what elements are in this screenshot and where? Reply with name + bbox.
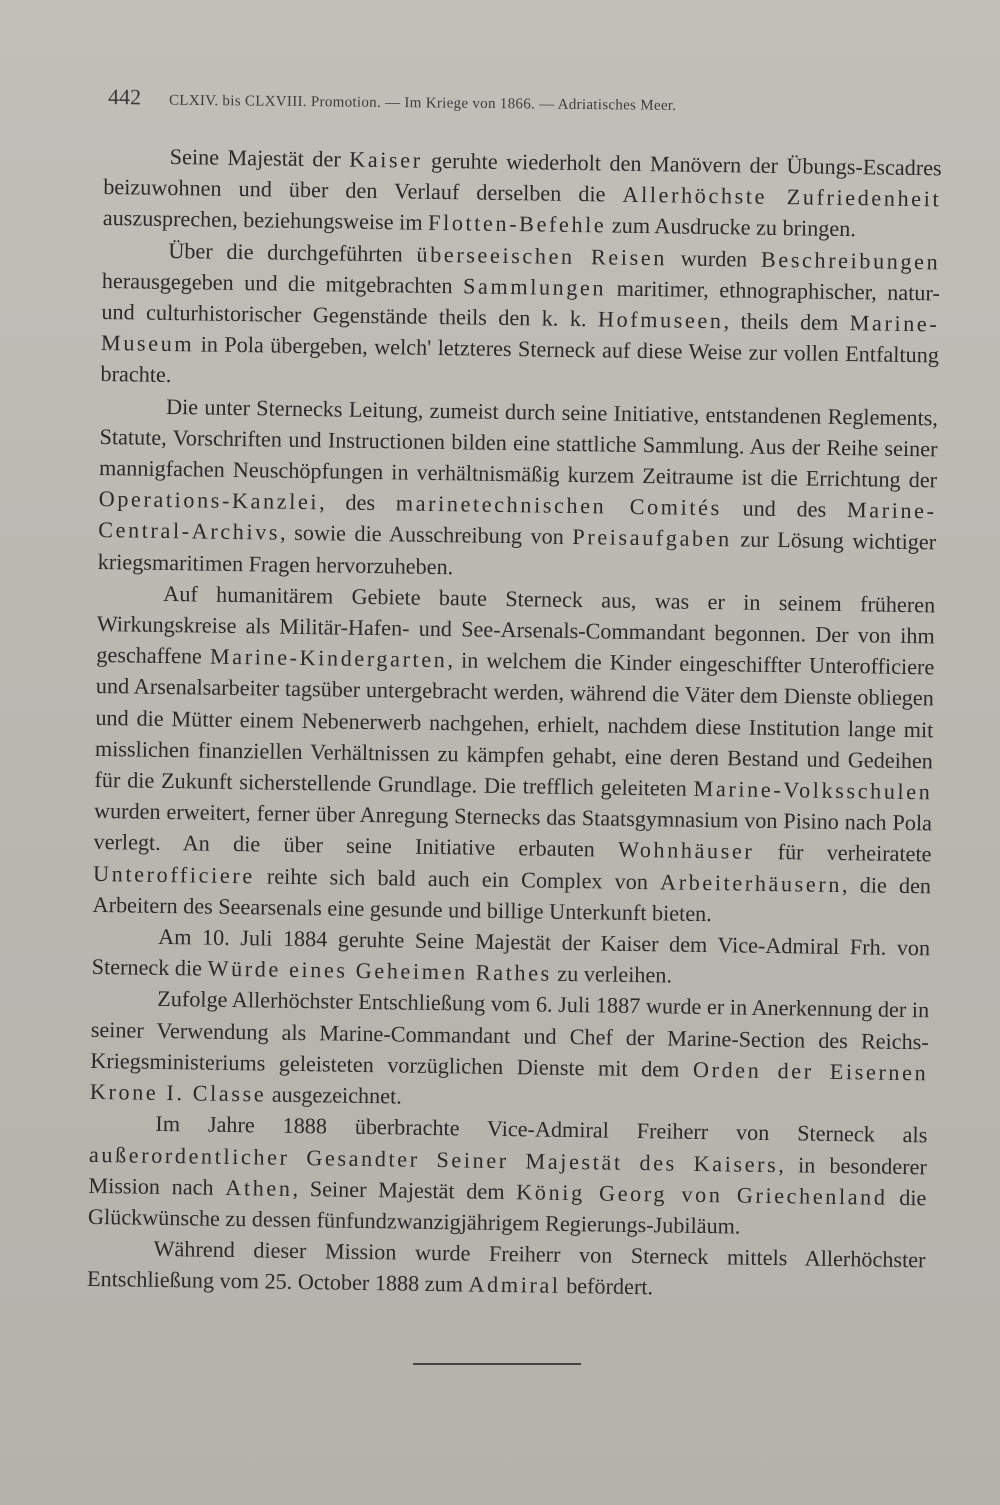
paragraph-text: reihte sich bald auch ein Complex von: [254, 862, 661, 895]
emphasized-text: Preisaufgaben: [572, 524, 733, 552]
paragraph-text: , in besonderer Mission nach: [88, 1151, 928, 1200]
emphasized-text: überseeischen Reisen: [416, 241, 668, 270]
paragraph-text: , Seiner Majestät dem: [292, 1175, 517, 1204]
paragraph-text: zur Lösung wichtiger kriegsmaritimen Fragen hervorzuheben.: [97, 526, 937, 579]
emphasized-text: Arbeiterhäusern: [659, 869, 843, 897]
emphasized-text: Allerhöchste Zufriedenheit: [622, 181, 942, 212]
paragraph-text: auszusprechen, beziehungsweise im: [102, 205, 429, 236]
running-head: CLXIV. bis CLXVIII. Promotion. — Im Kriege von 1866. — Adriatisches Meer.: [168, 92, 677, 114]
paragraph: [87, 1232, 926, 1307]
paragraph-text: , die den Arbeitern des Seearsenals eine gesunde und billige Unterkunft bieten.: [92, 871, 932, 926]
emphasized-text: König Georg von Griechenland: [516, 1178, 888, 1210]
paragraph-text: , sowie die Ausschreibung von: [279, 520, 573, 550]
paragraph-text: Über die durchgeführten: [168, 237, 417, 267]
emphasized-text: Wohnhäuser: [617, 837, 755, 865]
emphasized-text: Kaiser: [348, 146, 423, 173]
page-number: 442: [107, 84, 142, 110]
paragraph-text: wurden: [666, 244, 762, 272]
emphasized-text: Athen: [225, 1174, 293, 1201]
paragraph-text: maritimer, ethnographischer, natur- und culturhistorischer Gegenstände theils den k. k.: [101, 275, 941, 332]
emphasized-text: außerordentlicher Gesandter Seiner Majestät des Kaisers: [88, 1141, 779, 1177]
paragraph-text: Seine Majestät der: [169, 143, 350, 172]
paragraph-text: Während dieser Mission wurde Freiherr von Sterneck mittels Allerhöchster Entschließung vom 25. October 1888 zum: [86, 1235, 926, 1297]
paragraph-text: Auf humanitärem Gebiete baute Sterneck aus, was er in seinem früheren Wirkungskreise als Militär-Hafen- und See-Arsenals-Commandant begonnen. Der von ihm geschaffene: [96, 580, 936, 669]
paragraph-text: ausgezeichnet.: [266, 1081, 402, 1109]
paragraph-text: in Pola übergeben, welch' letzteres Sterneck auf diese Weise zur vollen Entfaltung brachte.: [100, 331, 940, 388]
paragraph: [90, 982, 930, 1119]
emphasized-text: Operations-Kanzlei: [98, 486, 320, 515]
emphasized-text: Orden der Eisernen Krone I. Classe: [89, 1056, 929, 1107]
paragraph-text: befördert.: [560, 1273, 654, 1300]
paragraph-text: Am 10. Juli 1884 geruhte Seine Majestät der Kaiser dem Vice-Admiral Frh. von Sterneck die: [91, 923, 931, 981]
paragraph-text: geruhte wiederholt den Manövern der Übungs-Escadres beizuwohnen und über den Verlauf derselben die: [103, 147, 942, 207]
emphasized-text: Würde eines Geheimen Rathes: [207, 955, 553, 987]
paragraph-text: , des: [318, 489, 397, 516]
paragraph-text: herausgegeben und die mitgebrachten: [101, 267, 464, 299]
page-header: [108, 84, 858, 122]
emphasized-text: marinetechnischen Comités: [395, 490, 723, 521]
emphasized-text: Marine-Kindergarten: [209, 643, 448, 673]
paragraph-text: die Glückwünsche zu dessen fünfundzwanzigjährigem Regierungs-Jubiläum.: [87, 1184, 927, 1239]
paragraph-text: Die unter Sternecks Leitung, zumeist durch seine Initiative, entstandenen Reglements, Statute, Vorschriften und Instructionen bilden eine stattliche Sammlung. Aus der Reihe seiner mannigfachen Neuschöpfungen in verhältnismäßig kurzem Zeitraume ist die Errichtung der: [98, 393, 939, 493]
paragraph-text: zu verleihen.: [551, 961, 673, 988]
paragraph: [92, 577, 935, 933]
body-text: [87, 140, 942, 1307]
emphasized-text: Marine-Central-Archivs: [98, 497, 937, 546]
paragraph: [88, 1107, 928, 1244]
emphasized-text: Hofmuseen: [597, 306, 724, 334]
end-rule: [413, 1363, 581, 1365]
paragraph: [100, 234, 940, 402]
paragraph-text: und des: [721, 495, 848, 523]
paragraph-text: Im Jahre 1888 überbrachte Vice-Admiral Freiherr von Sterneck als: [155, 1111, 928, 1148]
paragraph-text: , in welchem die Kinder eingeschiffter Unterofficiere und Arsenalsarbeiter tagsüber untergebracht werden, während die Väter dem Dienste obliegen und die Mütter einem Nebenerwerb nachgehen, erhielt, nachdem diese Institution lange mit misslichen finanziellen Verhältnissen zu kämpfen gehabt, eine deren Bestand und Gedeihen für die Zukunft sicherstellende Grundlage. Die trefflich geleiteten: [94, 647, 935, 801]
paragraph: [98, 390, 939, 590]
paragraph-text: für verheiratete: [754, 839, 932, 867]
paragraph: [103, 140, 942, 246]
emphasized-text: Sammlungen: [462, 273, 607, 301]
paragraph-text: wurden erweitert, ferner über Anregung Sternecks das Staatsgymnasium von Pisino nach Pola verlegt. An die über seine Initiative erbauten: [93, 798, 933, 863]
emphasized-text: Flotten-Befehle: [427, 210, 607, 238]
emphasized-text: Admiral: [468, 1271, 561, 1299]
paragraph-text: Zufolge Allerhöchster Entschließung vom 6. Juli 1887 wurde er in Anerkennung der in seiner Verwendung als Marine-Commandant und Chef der Marine-Section des Reichs-Kriegsministeriums geleisteten vorzüglichen Dienste mit dem: [90, 986, 930, 1082]
emphasized-text: Beschreibungen: [760, 246, 941, 275]
emphasized-text: Marine-Museum: [100, 310, 940, 357]
emphasized-text: Unterofficiere: [92, 860, 255, 888]
emphasized-text: Marine-Volksschulen: [693, 775, 933, 805]
paragraph-text: , theils dem: [723, 308, 850, 336]
paragraph-text: zum Ausdrucke zu bringen.: [606, 212, 857, 242]
